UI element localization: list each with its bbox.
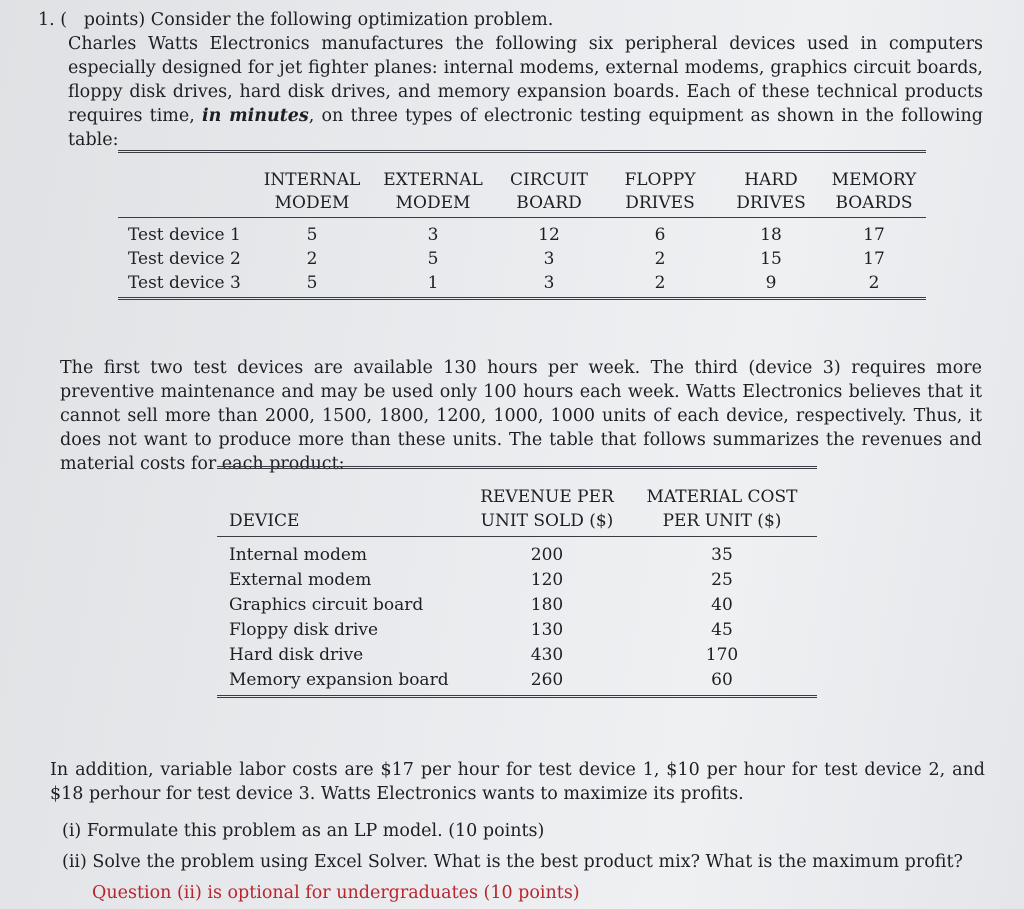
device-cell: Hard disk drive [229, 645, 364, 665]
intro-emphasis: in minutes [202, 106, 309, 126]
table-cell: 2 [600, 271, 720, 299]
table-row [217, 537, 817, 569]
part-i: (i) Formulate this problem as an LP model. (10 points) [62, 821, 545, 841]
column-header-line-1: HARD [744, 170, 798, 190]
revenue-cell: 180 [530, 595, 564, 615]
column-header [256, 153, 368, 218]
optional-note: Question (ii) is optional for undergraduates (10 points) [92, 883, 580, 903]
column-header [600, 153, 720, 218]
table-cell: 9 [720, 271, 822, 299]
revenue-cost-table [217, 466, 817, 698]
blank-header-cell [118, 153, 256, 218]
question-number: 1. ( [38, 10, 68, 30]
cost-cell: 40 [711, 595, 733, 615]
table-cell: 17 [863, 225, 885, 245]
row-label: Test device 2 [128, 249, 241, 269]
row-label: Test device 1 [128, 225, 241, 245]
device-cell: Graphics circuit board [229, 595, 424, 615]
question-parts [62, 816, 992, 909]
table-cell: 1 [368, 271, 498, 299]
revenue-cell: 120 [530, 570, 564, 590]
cost-header [627, 469, 817, 537]
table-cell: 3 [498, 271, 600, 299]
column-header-line-2: BOARD [516, 193, 582, 213]
device-cell: Memory expansion board [217, 668, 467, 697]
device-cell: Internal modem [229, 545, 368, 565]
column-header-line-2: BOARDS [835, 193, 913, 213]
intro-tail: , on three types of electronic testing equipment as shown in the following table: [68, 106, 983, 150]
intro-text: Charles Watts Electronics manufactures the following six peripheral devices used in computers especially designed for jet fighter planes: internal modems, external modems, graphics circuit boards, floppy disk drives, hard disk drives, and memory expansion boards. Each of these technical products requires time, [68, 34, 983, 126]
testing-time-table [118, 150, 926, 300]
table-cell: 18 [760, 225, 782, 245]
column-header-line-1: CIRCUIT [510, 170, 588, 190]
revenue-cell: 430 [530, 645, 564, 665]
revenue-cell: 130 [530, 620, 564, 640]
cost-cell: 35 [711, 545, 733, 565]
table-row [217, 568, 817, 593]
table-cell: 6 [654, 225, 666, 245]
table-row [118, 247, 926, 271]
column-header-line-1: INTERNAL [263, 170, 361, 190]
labor-cost-paragraph: In addition, variable labor costs are $17 per hour for test device 1, $10 per hour for test device 2, and $18 perhour for test device 3. Watts Electronics wants to maximize its profits. [50, 760, 985, 804]
testing-time-header-row [118, 153, 926, 218]
table-row [118, 218, 926, 248]
table-cell: 5 [306, 225, 318, 245]
column-header [720, 153, 822, 218]
device-cell: Floppy disk drive [229, 620, 379, 640]
table-cell: 5 [256, 271, 368, 299]
table-row [217, 643, 817, 668]
table-cell: 5 [427, 249, 439, 269]
table-cell: 15 [760, 249, 782, 269]
table-row [217, 668, 817, 697]
table-row [217, 618, 817, 643]
question-intro [38, 8, 983, 152]
question-header [38, 8, 983, 32]
table-cell: 3 [427, 225, 439, 245]
column-header-line-2: DRIVES [625, 193, 695, 213]
column-header-line-2: MODEM [395, 193, 471, 213]
part-ii: (ii) Solve the problem using Excel Solver. What is the best product mix? What is the maximum profit? [62, 852, 963, 872]
cost-header-line-1: MATERIAL COST [646, 487, 798, 507]
table-cell: 2 [822, 271, 926, 299]
column-header-line-1: MEMORY [831, 170, 917, 190]
cost-header-line-2: PER UNIT ($) [662, 511, 782, 531]
column-header [822, 153, 926, 218]
row-label: Test device 3 [118, 271, 256, 299]
table-cell: 2 [306, 249, 318, 269]
column-header [498, 153, 600, 218]
table-row [118, 271, 926, 299]
revenue-header [467, 469, 627, 537]
table-cell: 17 [863, 249, 885, 269]
revenue-cost-header-row [217, 469, 817, 537]
cost-cell: 170 [705, 645, 739, 665]
cost-cell: 45 [711, 620, 733, 640]
revenue-cell: 260 [467, 668, 627, 697]
column-header-line-1: FLOPPY [624, 170, 696, 190]
cost-cell: 60 [627, 668, 817, 697]
table-row [217, 593, 817, 618]
revenue-cell: 200 [530, 545, 564, 565]
column-header-line-1: EXTERNAL [383, 170, 483, 190]
revenue-header-line-2: UNIT SOLD ($) [480, 511, 614, 531]
cost-cell: 25 [711, 570, 733, 590]
availability-paragraph: The first two test devices are available 130 hours per week. The third (device 3) requires more preventive maintenance and may be used only 100 hours each week. Watts Electronics believes that it cannot sell more than 2000, 1500, 1800, 1200, 1000, 1000 units of each device, respectively. Thus, it does not want to produce more than these units. The table that follows summarizes the revenues and material costs for each product: [60, 358, 982, 474]
column-header-line-2: MODEM [274, 193, 350, 213]
revenue-header-line-1: REVENUE PER [480, 487, 614, 507]
table-cell: 3 [543, 249, 555, 269]
column-header-line-2: DRIVES [736, 193, 806, 213]
device-header: DEVICE [217, 469, 467, 537]
table-cell: 12 [538, 225, 560, 245]
question-header-text: points) Consider the following optimization problem. [83, 10, 554, 30]
table-cell: 2 [654, 249, 666, 269]
intro-paragraph [38, 32, 983, 152]
column-header [368, 153, 498, 218]
device-cell: External modem [229, 570, 372, 590]
